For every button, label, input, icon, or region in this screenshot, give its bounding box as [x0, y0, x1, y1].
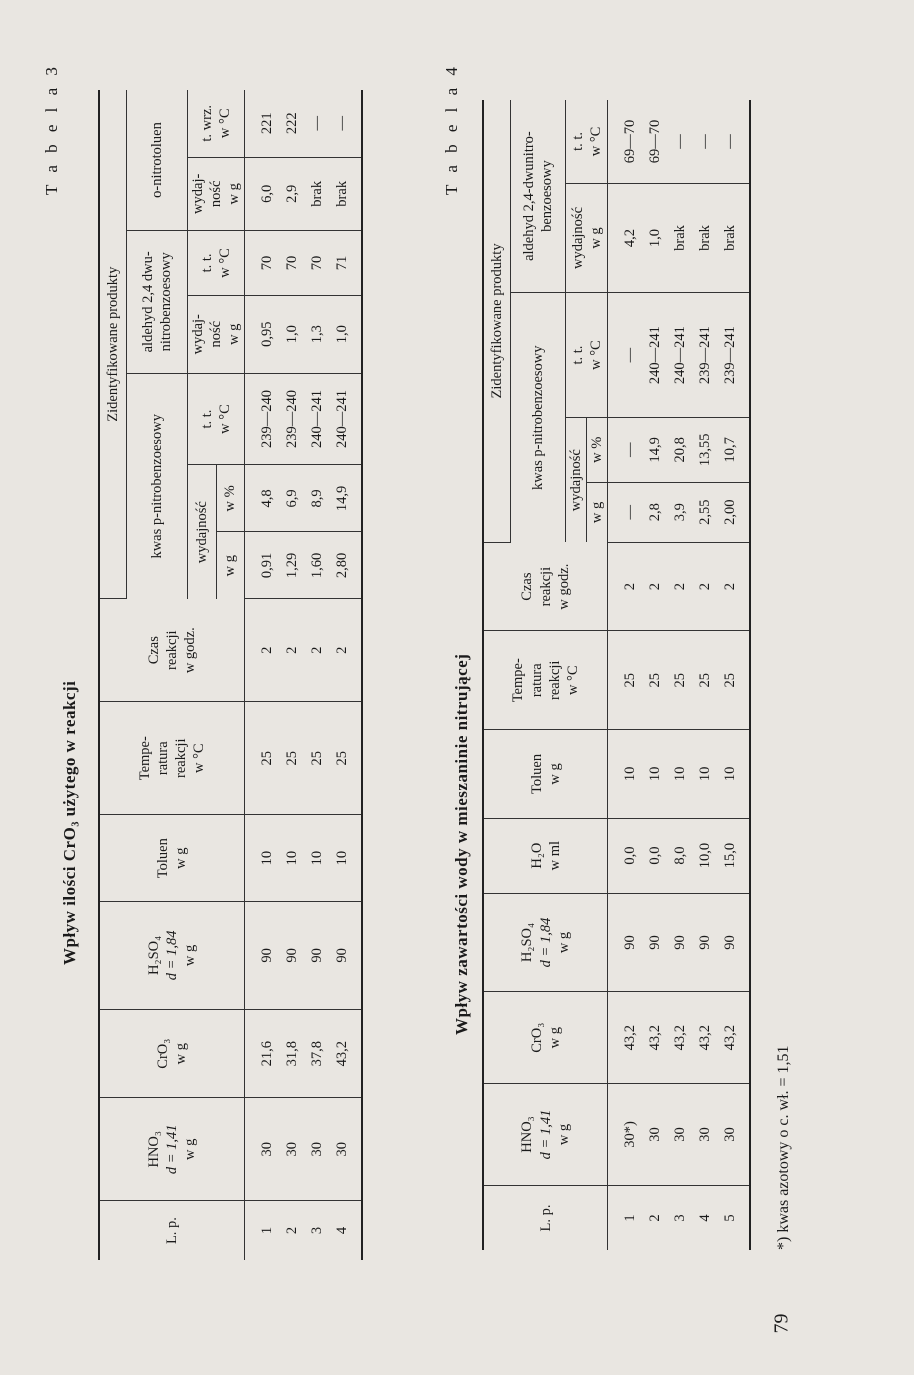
table-cell: 25 [329, 702, 362, 815]
table-cell: — [717, 100, 750, 183]
table-cell: 10,0 [692, 818, 717, 893]
table-cell: 2 [245, 599, 280, 702]
table-cell: 90 [608, 893, 643, 992]
th-czas: Czas reakcji w godz. [99, 599, 245, 702]
table-cell: 4 [329, 1201, 362, 1260]
table-cell: 25 [279, 702, 304, 815]
table-cell: 30 [667, 1084, 692, 1186]
table-cell: 240—241 [667, 293, 692, 418]
table-cell: 30 [304, 1098, 329, 1201]
table-cell: 1,0 [279, 295, 304, 373]
table-cell: 2,55 [692, 482, 717, 542]
table-cell: 43,2 [608, 992, 643, 1084]
th-lp: L. p. [99, 1201, 245, 1260]
table-cell: 70 [245, 231, 280, 296]
table-cell: 31,8 [279, 1009, 304, 1098]
table-cell: 43,2 [717, 992, 750, 1084]
table-cell: 2 [608, 542, 643, 630]
th4-wpct: w % [587, 418, 608, 483]
table-cell: 15,0 [717, 818, 750, 893]
table-cell: 222 [279, 90, 304, 157]
table-cell: 2,9 [279, 157, 304, 230]
table-cell: 4 [696, 1214, 713, 1222]
table-row [717, 100, 750, 1250]
table-row [245, 90, 280, 1260]
table-cell: 2 [304, 599, 329, 702]
table3-body [245, 90, 363, 1260]
table-cell: — [608, 482, 643, 542]
th4-h2so4: H₂SO₄ d = 1,84 w g [483, 893, 608, 992]
table-cell: 90 [279, 901, 304, 1009]
table-cell: 2 [692, 542, 717, 630]
table-row [692, 100, 717, 1250]
table-cell: 10 [304, 815, 329, 901]
th-onitrotoluen: o-nitrotoluen [127, 90, 188, 231]
table-cell: 0,91 [245, 532, 280, 599]
table-cell: 43,2 [692, 992, 717, 1084]
table-cell: 69—70 [608, 100, 643, 183]
th-wg: w g [216, 532, 245, 599]
table-cell: 0,0 [642, 818, 667, 893]
table-cell: 30 [279, 1098, 304, 1201]
table-cell: 21,6 [245, 1009, 280, 1098]
table-cell: 20,8 [667, 418, 692, 483]
table-cell: 90 [667, 893, 692, 992]
table-cell: 0,0 [608, 818, 643, 893]
th4-ald-wydajnosc: wydajność w g [566, 183, 608, 292]
table-cell: 70 [304, 231, 329, 296]
table-cell: 3,9 [667, 482, 692, 542]
table-cell: 1 [608, 1185, 643, 1250]
table-cell: 8,9 [304, 465, 329, 532]
th-temperatura: Tempe- ratura reakcji w °C [99, 702, 245, 815]
table-cell: brak [329, 157, 362, 230]
table-cell: 69—70 [642, 100, 667, 183]
table-cell: 239—240 [245, 373, 280, 465]
table4-footnote: *) kwas azotowy o c. wł. = 1,51 [775, 1045, 792, 1250]
table-cell: 25 [245, 702, 280, 815]
th4-h2o: H₂O w ml [483, 818, 608, 893]
table-cell: 43,2 [329, 1009, 362, 1098]
th4-cro3: CrO₃ w g [483, 992, 608, 1084]
table-cell: 10 [667, 730, 692, 818]
table-row [279, 90, 304, 1260]
table3-label: T a b e l a 3 [42, 63, 61, 195]
th4-hno3: HNO₃ d = 1,41 w g [483, 1084, 608, 1186]
table-cell: 1 [245, 1201, 280, 1260]
table-cell: 1,0 [642, 183, 667, 292]
th4-zidentyfikowane-produkty: Zidentyfikowane produkty [483, 100, 511, 542]
table-cell: 2,80 [329, 532, 362, 599]
table-cell: 10 [329, 815, 362, 901]
table-cell: 2 [279, 599, 304, 702]
table4 [482, 100, 751, 1250]
table-cell: 10,7 [717, 418, 750, 483]
table-cell: 6,0 [245, 157, 280, 230]
table-cell: 4,8 [245, 465, 280, 532]
table-cell: 8,0 [667, 818, 692, 893]
table-cell: — [692, 100, 717, 183]
table-cell: — [608, 418, 643, 483]
table-cell: 43,2 [642, 992, 667, 1084]
table-row [304, 90, 329, 1260]
table4-label: T a b e l a 4 [442, 63, 461, 195]
table-cell: — [667, 100, 692, 183]
page-number: 79 [770, 1313, 793, 1334]
table-cell: 1,0 [329, 295, 362, 373]
table-cell: 239—241 [717, 293, 750, 418]
table-cell: 239—240 [279, 373, 304, 465]
th-ald-wydajnosc: wydaj- ność w g [188, 295, 245, 373]
th4-czas: Czas reakcji w godz. [483, 542, 608, 630]
table-cell: 30 [717, 1084, 750, 1186]
table-cell: brak [717, 183, 750, 292]
table4-title: Wpływ zawartości wody w mieszaninie nitrującej [452, 653, 471, 1035]
th-tt: t. t. w °C [188, 373, 245, 465]
table-cell: 25 [667, 631, 692, 730]
table-cell: 2 [717, 542, 750, 630]
table-cell: 2 [642, 542, 667, 630]
th-wpct: w % [216, 465, 245, 532]
table-cell: 0,95 [245, 295, 280, 373]
table-cell: brak [304, 157, 329, 230]
table-row [608, 100, 643, 1250]
table-cell: 2 [283, 1226, 300, 1235]
table-cell: 14,9 [329, 465, 362, 532]
th-aldehyd: aldehyd 2,4 dwu-nitrobenzoesowy [127, 231, 188, 374]
table-cell: 90 [692, 893, 717, 992]
table-cell: 30 [642, 1084, 667, 1186]
table-cell: brak [667, 183, 692, 292]
th4-lp: L. p. [483, 1185, 608, 1250]
table-cell: 10 [245, 815, 280, 901]
table-cell: 240—241 [329, 373, 362, 465]
table-cell: 2 [329, 599, 362, 702]
table-cell: 1,3 [304, 295, 329, 373]
table-cell: 30 [245, 1098, 280, 1201]
table-cell: 5 [717, 1185, 750, 1250]
table-cell: 25 [692, 631, 717, 730]
th-h2so4: H₂SO₄ d = 1,84 w g [99, 901, 245, 1009]
table-cell: 240—241 [642, 293, 667, 418]
table-cell: 37,8 [304, 1009, 329, 1098]
th-wydajnosc: wydajność [188, 465, 217, 599]
table-cell: 90 [329, 901, 362, 1009]
th4-ald-tt: t. t. w °C [566, 100, 608, 183]
table-cell: 90 [717, 893, 750, 992]
th-ald-tt: t. t. w °C [188, 231, 245, 296]
table-cell: 90 [245, 901, 280, 1009]
table-cell: 70 [279, 231, 304, 296]
table-cell: 4,2 [608, 183, 643, 292]
table-cell: 30*) [608, 1084, 643, 1186]
table-cell: 240—241 [304, 373, 329, 465]
table-cell: 2 [646, 1214, 663, 1222]
table-cell: brak [692, 183, 717, 292]
table-cell: — [608, 293, 643, 418]
table-cell: 6,9 [279, 465, 304, 532]
table-cell: — [304, 90, 329, 157]
table-cell: 3 [308, 1226, 325, 1235]
table-cell: 25 [717, 631, 750, 730]
table3-title: Wpływ ilości CrO₃ użytego w reakcji [60, 680, 79, 965]
table-cell: 13,55 [692, 418, 717, 483]
table-cell: 25 [608, 631, 643, 730]
table4-body [608, 100, 751, 1250]
table-cell: 90 [304, 901, 329, 1009]
table-cell: 3 [671, 1214, 688, 1222]
table-cell: 90 [642, 893, 667, 992]
table-row [642, 100, 667, 1250]
th4-kwas: kwas p-nitrobenzoesowy [511, 293, 566, 543]
th4-tt: t. t. w °C [566, 293, 608, 418]
table-row [667, 100, 692, 1250]
th-toluen: Toluen w g [99, 815, 245, 901]
table-cell: 71 [329, 231, 362, 296]
table-cell: 10 [608, 730, 643, 818]
table-cell: 10 [642, 730, 667, 818]
table-cell: 239—241 [692, 293, 717, 418]
table-cell: 25 [642, 631, 667, 730]
table-cell: 30 [692, 1084, 717, 1186]
th-twrz: t. wrz. w °C [188, 90, 245, 157]
th4-wydajnosc: wydajność [566, 418, 587, 543]
table-cell: 2,00 [717, 482, 750, 542]
table-cell: 10 [717, 730, 750, 818]
th4-temperatura: Tempe- ratura reakcji w °C [483, 631, 608, 730]
table3 [98, 90, 363, 1260]
table-cell: 43,2 [667, 992, 692, 1084]
table-cell: 2,8 [642, 482, 667, 542]
table-cell: — [329, 90, 362, 157]
table-cell: 10 [692, 730, 717, 818]
table-cell: 30 [329, 1098, 362, 1201]
th4-toluen: Toluen w g [483, 730, 608, 818]
th-hno3: HNO₃ d = 1,41 w g [99, 1098, 245, 1201]
table-cell: 1,60 [304, 532, 329, 599]
table-cell: 10 [279, 815, 304, 901]
table-cell: 14,9 [642, 418, 667, 483]
table-row [329, 90, 362, 1260]
table-cell: 221 [245, 90, 280, 157]
th4-wg: w g [587, 482, 608, 542]
th-kwas: kwas p-nitrobenzoesowy [127, 373, 188, 599]
th-zidentyfikowane-produkty: Zidentyfikowane produkty [99, 90, 127, 599]
th-cro3: CrO₃ w g [99, 1009, 245, 1098]
table-cell: 25 [304, 702, 329, 815]
th4-aldehyd: aldehyd 2,4-dwunitro-benzoesowy [511, 100, 566, 293]
table-cell: 1,29 [279, 532, 304, 599]
th-onitro-wydajnosc: wydaj- ność w g [188, 157, 245, 230]
table-cell: 2 [667, 542, 692, 630]
